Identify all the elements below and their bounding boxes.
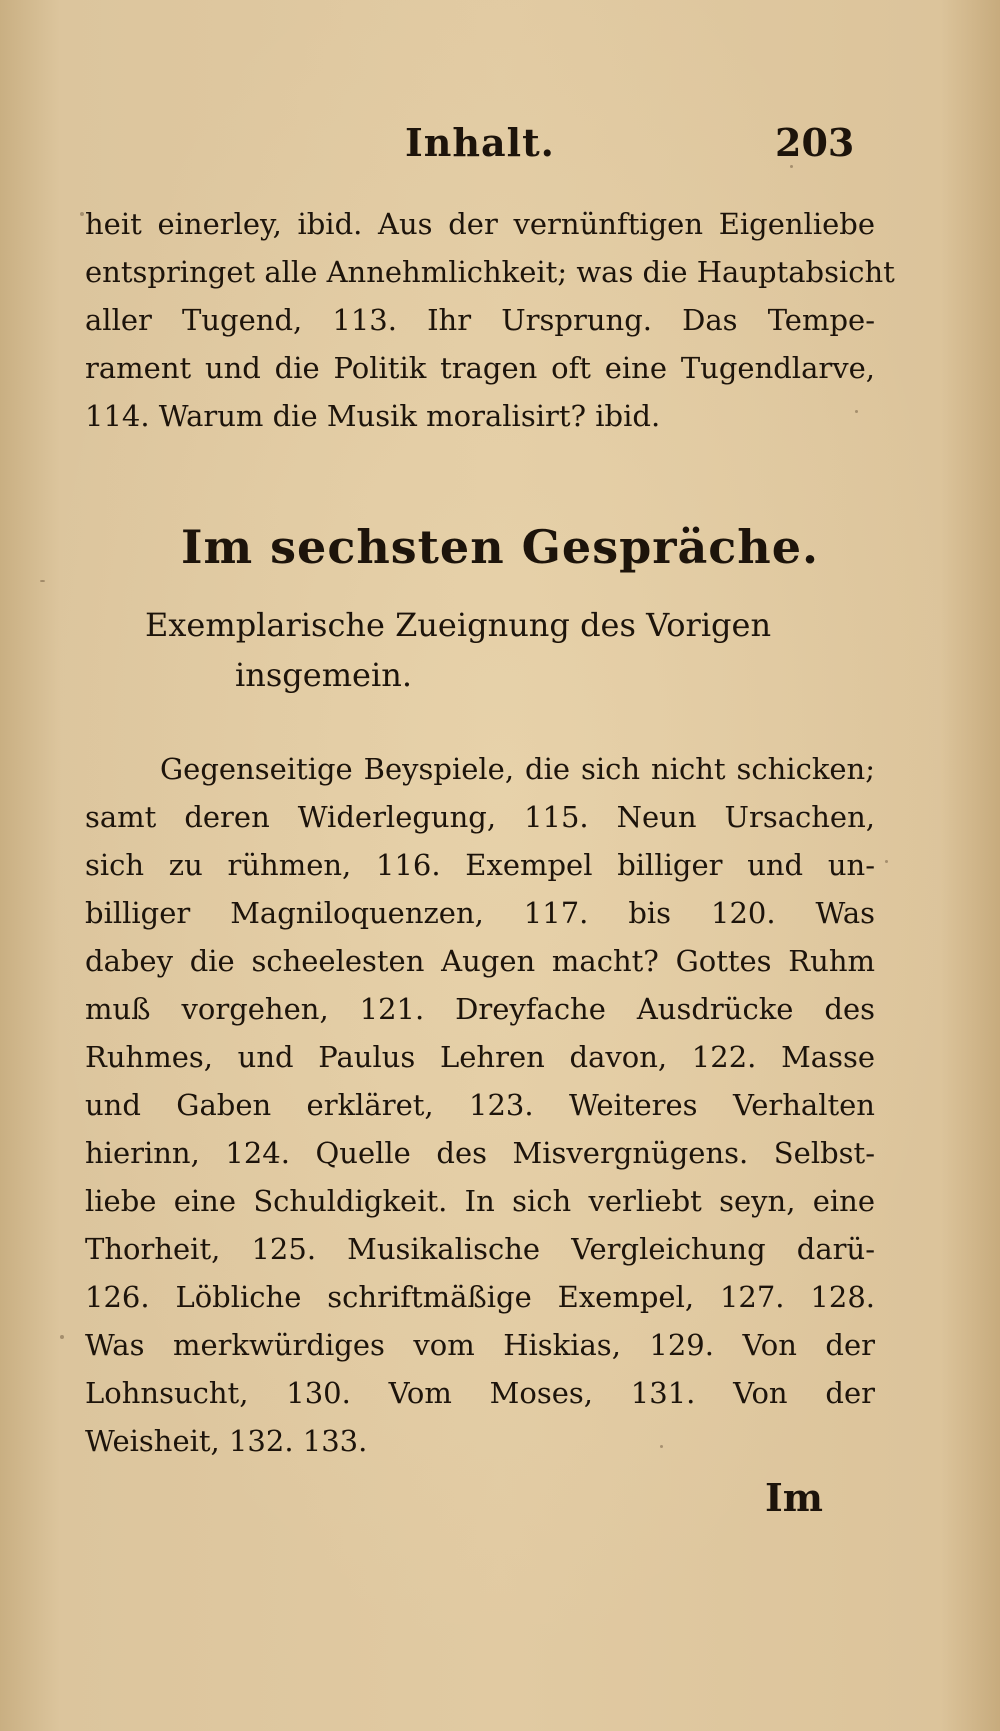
text-line: dabey die scheelesten Augen macht? Gottes Ruhm [85,944,875,978]
text-line: Ruhmes, und Paulus Lehren davon, 122. Masse [85,1040,875,1074]
text-line: Gegenseitige Beyspiele, die sich nicht schicken; [160,752,875,786]
text-line: Weisheit, 132. 133. [85,1424,368,1458]
paper-speck [660,1445,663,1448]
text-line: hierinn, 124. Quelle des Misvergnügens. Selbst- [85,1136,875,1170]
text-line: samt deren Widerlegung, 115. Neun Ursachen, [85,800,875,834]
contents-paragraph [85,745,875,1465]
text-line: rament und die Politik tragen oft eine Tugendlarve, [85,351,875,385]
summary-line: Exemplarische Zueignung des Vorigen [145,606,772,644]
running-head-title: Inhalt. [405,120,555,165]
page-number: 203 [775,120,855,165]
paper-speck [855,410,858,413]
text-line: Lohnsucht, 130. Vom Moses, 131. Von der [85,1376,875,1410]
paper-speck [80,212,84,216]
summary-line: insgemein. [235,656,412,694]
catchword: Im [765,1475,823,1520]
text-line: billiger Magniloquenzen, 117. bis 120. Was [85,896,875,930]
text-line: liebe eine Schuldigkeit. In sich verliebt seyn, eine [85,1184,875,1218]
section-summary [145,600,815,700]
paper-speck [40,580,45,582]
paper-speck [790,165,793,168]
text-line: Was merkwürdiges vom Hiskias, 129. Von der [85,1328,875,1362]
section-heading: Im sechsten Gespräche. [180,520,820,574]
text-line: aller Tugend, 113. Ihr Ursprung. Das Tempe- [85,303,875,337]
paper-speck [60,1335,64,1339]
text-line: heit einerley, ibid. Aus der vernünftigen Eigenliebe [85,207,875,241]
text-line: 126. Löbliche schriftmäßige Exempel, 127. 128. [85,1280,875,1314]
text-line: muß vorgehen, 121. Dreyfache Ausdrücke des [85,992,875,1026]
carryover-paragraph [85,200,895,440]
text-line: entspringet alle Annehmlichkeit; was die Hauptabsicht [85,255,895,289]
running-head [0,120,1000,170]
text-line: und Gaben erkläret, 123. Weiteres Verhalten [85,1088,875,1122]
text-line: sich zu rühmen, 116. Exempel billiger und un- [85,848,875,882]
paper-speck [885,860,888,863]
text-line: 114. Warum die Musik moralisirt? ibid. [85,399,661,433]
text-line: Thorheit, 125. Musikalische Vergleichung darü- [85,1232,875,1266]
